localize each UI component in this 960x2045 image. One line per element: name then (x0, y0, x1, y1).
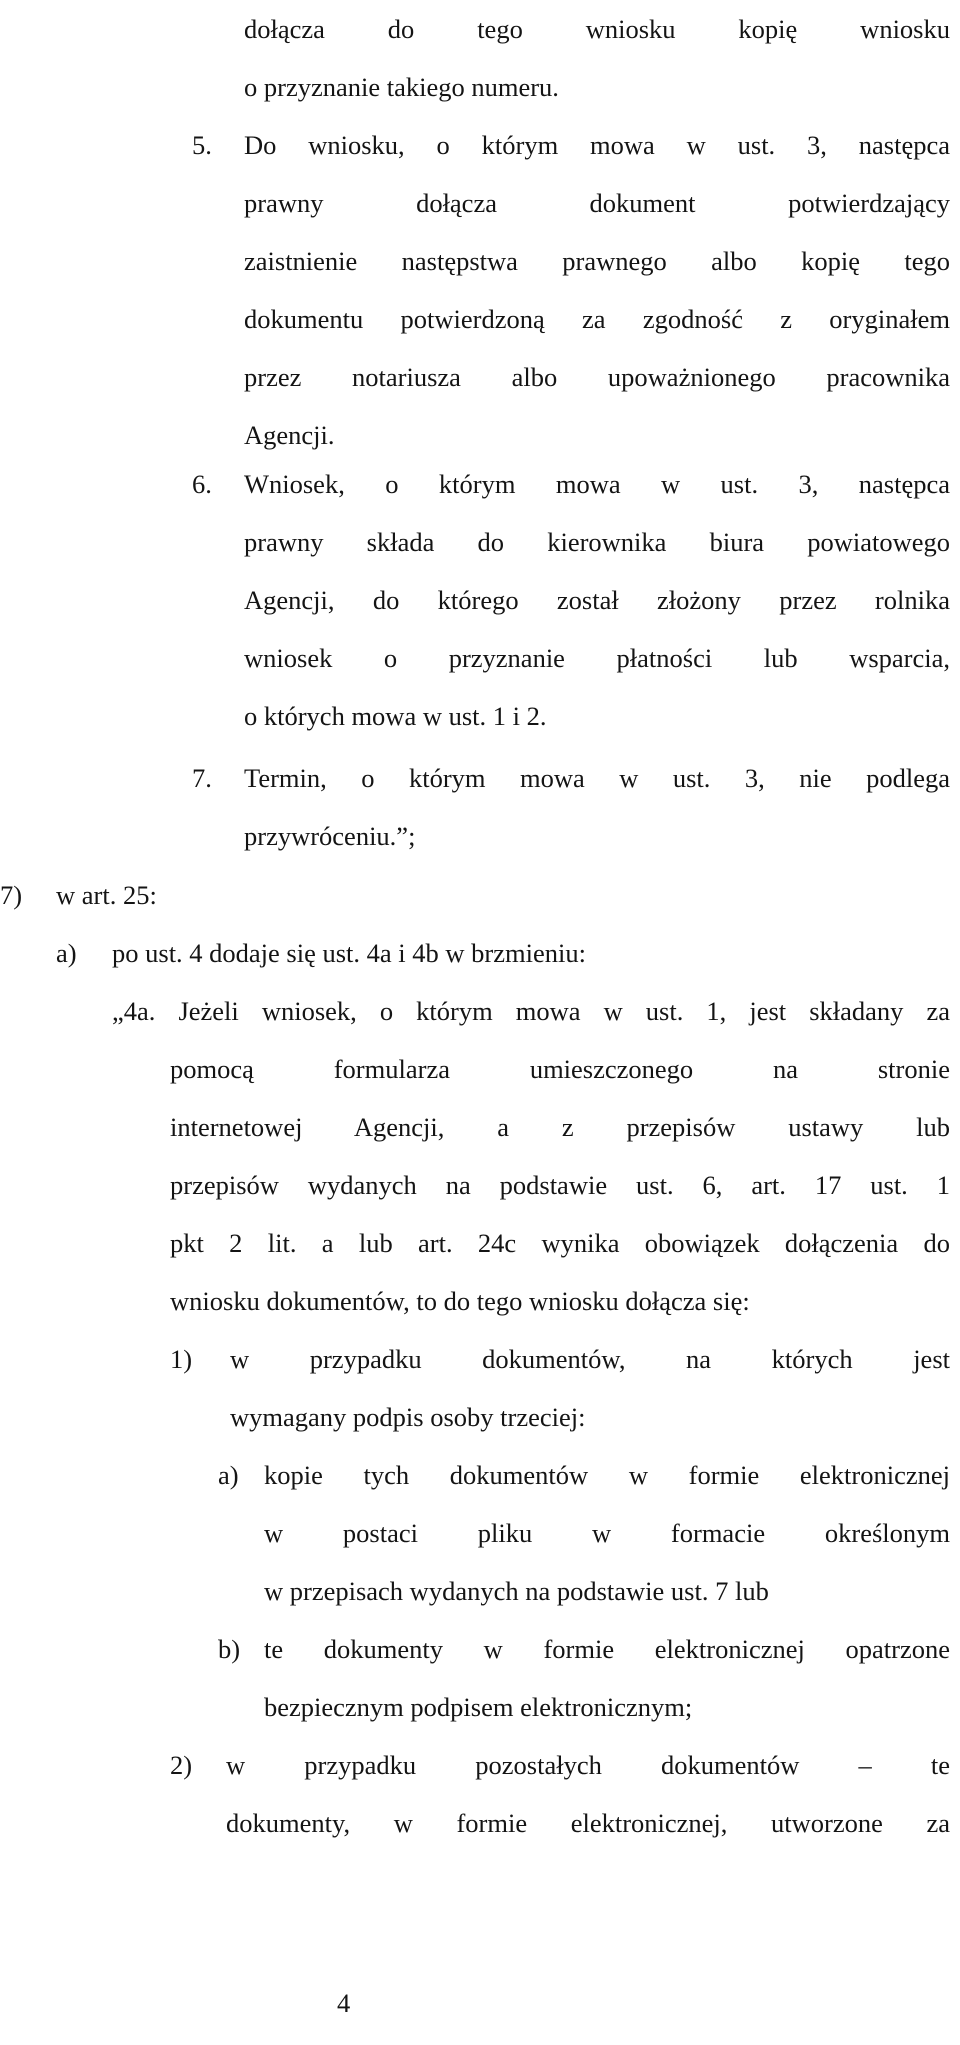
item-7-label: 7. (192, 763, 212, 793)
text-line: prawny dołącza dokument potwierdzający (244, 188, 950, 218)
text-line: Agencji. (244, 420, 335, 450)
text-line: przez notariusza albo upoważnionego pracownika (244, 362, 950, 392)
text-line: wniosek o przyznanie płatności lub wsparcia, (244, 643, 950, 673)
sub-1-text (230, 1330, 950, 1446)
text-line: w postaci pliku w formacie określonym (264, 1518, 950, 1548)
point-a-text (112, 924, 586, 982)
sub-2-text (226, 1736, 950, 1852)
sub-2-label: 2) (170, 1750, 193, 1780)
text-line: internetowej Agencji, a z przepisów ustawy lub (170, 1112, 950, 1142)
text-line: dołącza do tego wniosku kopię wniosku (244, 14, 950, 44)
text-line: o przyznanie takiego numeru. (244, 72, 559, 102)
text-line: w przypadku dokumentów, na których jest (230, 1344, 950, 1374)
text-line: wymagany podpis osoby trzeciej: (230, 1402, 586, 1432)
art-25-label: 7) (0, 880, 23, 910)
text-line: Do wniosku, o którym mowa w ust. 3, następca (244, 130, 950, 160)
item-6-paragraph (244, 455, 950, 745)
text-line: przywróceniu.”; (244, 821, 416, 851)
sub-1-label: 1) (170, 1344, 193, 1374)
text-line: dokumenty, w formie elektronicznej, utworzone za (226, 1808, 950, 1838)
sub-1b-text (264, 1620, 950, 1736)
item-5-label: 5. (192, 130, 212, 160)
text-line: o których mowa w ust. 1 i 2. (244, 701, 547, 731)
text-line: Termin, o którym mowa w ust. 3, nie podlega (244, 763, 950, 793)
intro-paragraph (244, 0, 950, 116)
item-6-label: 6. (192, 469, 212, 499)
text-line: przepisów wydanych na podstawie ust. 6, art. 17 ust. 1 (170, 1170, 950, 1200)
text-line: dokumentu potwierdzoną za zgodność z oryginałem (244, 304, 950, 334)
text-line: te dokumenty w formie elektronicznej opatrzone (264, 1634, 950, 1664)
text-line: w przepisach wydanych na podstawie ust. 7 lub (264, 1576, 769, 1606)
sub-1b-label: b) (218, 1634, 241, 1664)
text-line: w przypadku pozostałych dokumentów – te (226, 1750, 950, 1780)
text-line: prawny składa do kierownika biura powiatowego (244, 527, 950, 557)
sub-1a-text (264, 1446, 950, 1620)
text-line: bezpiecznym podpisem elektronicznym; (264, 1692, 693, 1722)
paragraph-4a (112, 982, 950, 1040)
text-line: po ust. 4 dodaje się ust. 4a i 4b w brzmieniu: (112, 938, 586, 968)
item-7-paragraph (244, 749, 950, 865)
paragraph-4a-body (170, 1040, 950, 1330)
text-line: Agencji, do którego został złożony przez rolnika (244, 585, 950, 615)
text-line: kopie tych dokumentów w formie elektronicznej (264, 1460, 950, 1490)
text-line: zaistnienie następstwa prawnego albo kopię tego (244, 246, 950, 276)
text-line: pomocą formularza umieszczonego na stronie (170, 1054, 950, 1084)
point-a-label: a) (56, 938, 77, 968)
text-line: wniosku dokumentów, to do tego wniosku dołącza się: (170, 1286, 750, 1316)
item-5-paragraph (244, 116, 950, 464)
text-line: w art. 25: (56, 880, 157, 910)
page-number: 4 (337, 1988, 351, 2018)
art-25-heading (56, 866, 157, 924)
sub-1a-label: a) (218, 1460, 239, 1490)
text-line: Wniosek, o którym mowa w ust. 3, następca (244, 469, 950, 499)
text-line: pkt 2 lit. a lub art. 24c wynika obowiązek dołączenia do (170, 1228, 950, 1258)
text-line: „4a. Jeżeli wniosek, o którym mowa w ust. 1, jest składany za (112, 996, 950, 1026)
